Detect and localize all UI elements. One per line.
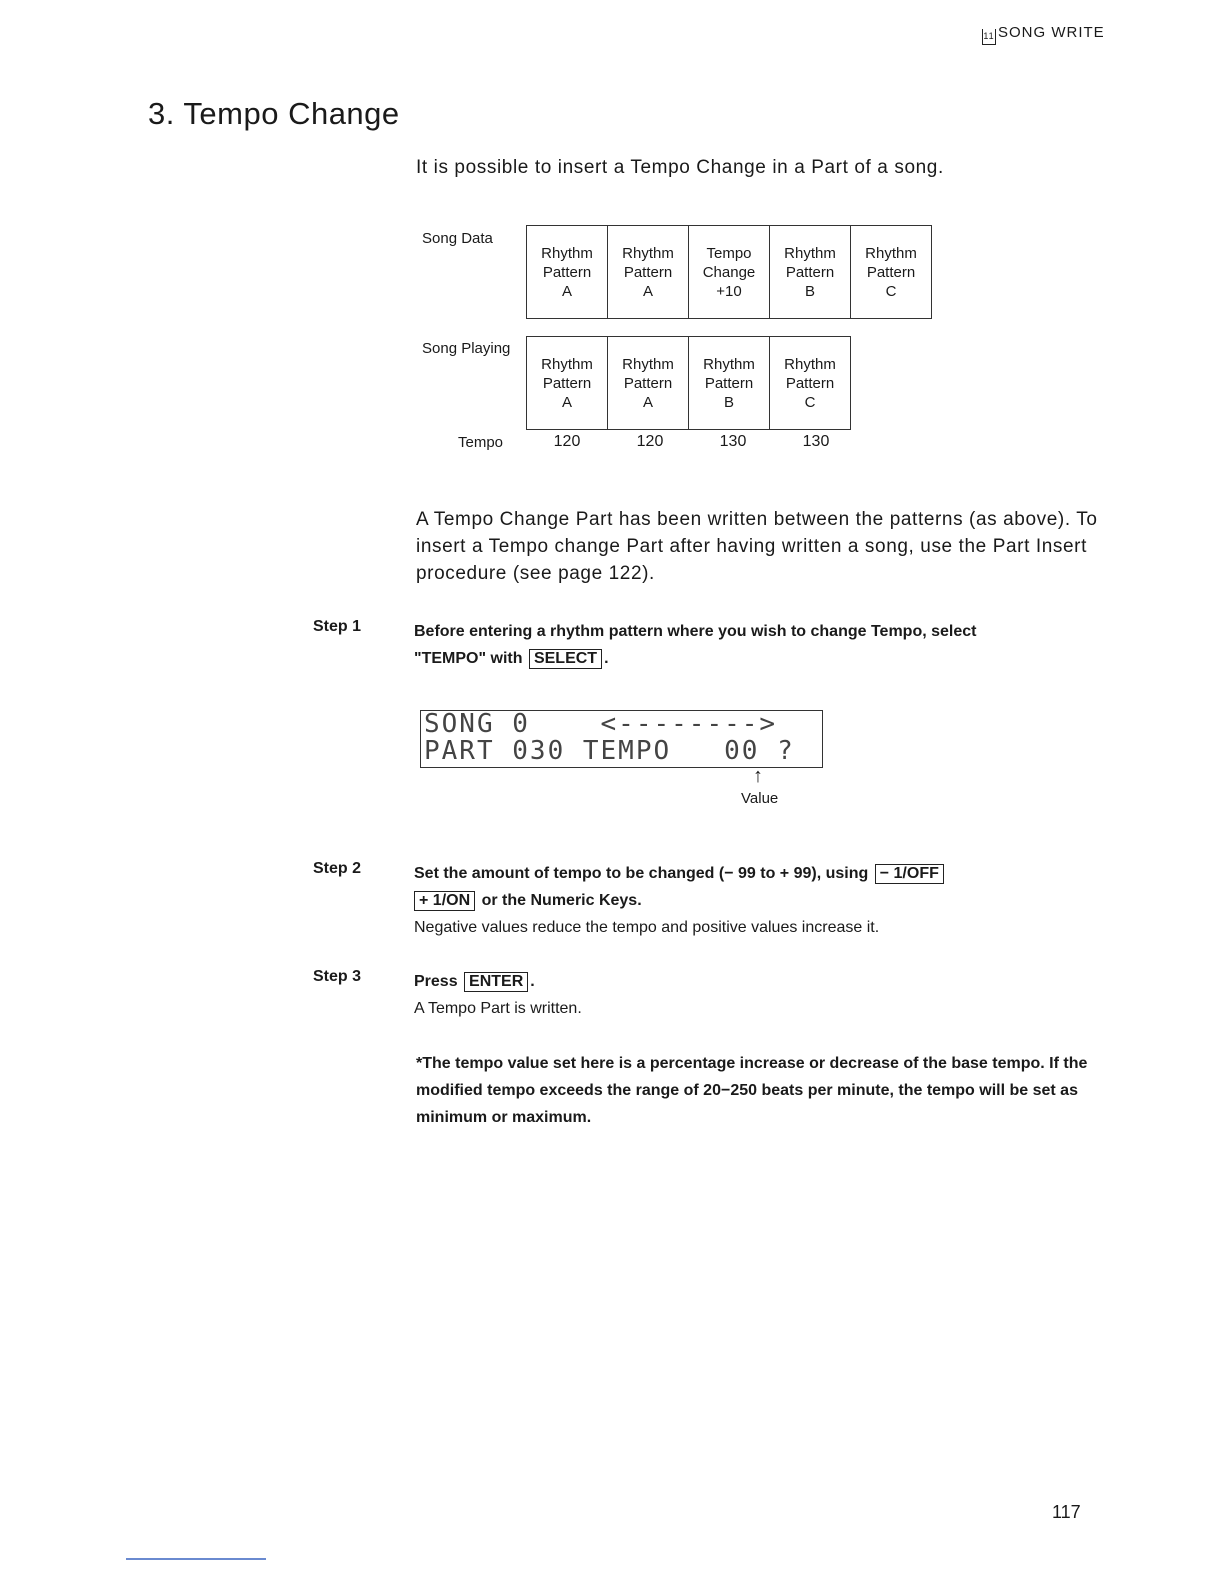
song-playing-cell-line: Pattern <box>542 374 592 392</box>
song-data-row <box>527 226 932 319</box>
song-playing-cell-line: Rhythm <box>703 355 755 373</box>
footnote: *The tempo value set here is a percentage increase or decrease of the base tempo. If the modified tempo exceeds the range of 20−250 beats per minute, the tempo will be set as minimum or maximum. <box>416 1055 1088 1126</box>
tempo-label: Tempo <box>458 434 504 451</box>
plus-one-on-key: + 1/ON <box>414 891 475 911</box>
song-data-cell-line: C <box>885 282 897 300</box>
song-data-cell-line: B <box>804 282 815 300</box>
song-data-cell-line: Rhythm <box>541 244 593 262</box>
select-key: SELECT <box>529 649 602 669</box>
step-1-text-b: "TEMPO" with <box>414 650 523 667</box>
step-2-body <box>414 860 1114 941</box>
step-3-line-1: Press ENTER . <box>414 973 535 990</box>
song-playing-cell-line: Rhythm <box>541 355 593 373</box>
lcd-line-2: PART 030 TEMPO 00 ? <box>424 736 795 766</box>
tempo-value: 120 <box>553 433 581 450</box>
song-playing-cell-line: Rhythm <box>784 355 836 373</box>
minus-one-off-key: − 1/OFF <box>875 864 944 884</box>
song-playing-cell <box>689 337 770 430</box>
lcd-line-1: SONG 0 <--------> <box>424 709 778 739</box>
step-3-text-b: A Tempo Part is written. <box>414 1000 582 1017</box>
song-data-cell <box>608 226 689 319</box>
song-data-cell <box>770 226 851 319</box>
tempo-value: 130 <box>719 433 747 450</box>
song-data-cell-line: +10 <box>716 282 742 300</box>
step-2-line-1 <box>414 860 1114 887</box>
step-2-line-2 <box>414 887 1114 914</box>
step-2-label: Step 2 <box>313 860 362 877</box>
step-1-text-a: Before entering a rhythm pattern where you wish to change Tempo, select <box>414 623 977 640</box>
value-label: Value <box>741 790 779 807</box>
up-arrow-icon: ↑ <box>753 765 763 787</box>
song-playing-cell-line: Pattern <box>623 374 673 392</box>
step-2-text-b: or the Numeric Keys. <box>481 892 642 909</box>
step-3-label: Step 3 <box>313 968 362 985</box>
song-playing-cell-line: Rhythm <box>622 355 674 373</box>
song-playing-cell-line: Pattern <box>785 374 835 392</box>
enter-key: ENTER <box>464 972 528 992</box>
step-1-label: Step 1 <box>313 618 362 635</box>
step-1-text-b-line: "TEMPO" with SELECT . <box>414 650 609 667</box>
song-data-cell-line: Rhythm <box>784 244 836 262</box>
song-playing-cell <box>608 337 689 430</box>
tempo-value: 130 <box>802 433 830 450</box>
step-1-body <box>414 618 1114 672</box>
page-number: 117 <box>1052 1502 1081 1522</box>
song-data-cell-line: Change <box>702 263 756 281</box>
song-data-cell-line: Rhythm <box>865 244 917 262</box>
song-data-cell-line: Pattern <box>623 263 673 281</box>
step-3-text-a: Press <box>414 973 458 990</box>
song-playing-cell-line: A <box>561 393 572 411</box>
section-number-box: 11 <box>982 29 996 45</box>
song-playing-cell-line: A <box>642 393 653 411</box>
section-tag: SONG WRITE <box>998 24 1105 41</box>
song-data-table <box>526 225 932 319</box>
page-title: 3. Tempo Change <box>148 96 400 131</box>
song-data-cell-line: Tempo <box>706 244 752 262</box>
explanation-paragraph: A Tempo Change Part has been written between the patterns (as above). To insert a Tempo change Part after having written a song, use the Part Insert procedure (see page 122). <box>416 509 1098 584</box>
song-playing-label: Song Playing <box>422 340 511 357</box>
lcd-display <box>420 710 823 768</box>
song-playing-table <box>526 336 851 430</box>
song-data-cell-line: Rhythm <box>622 244 674 262</box>
song-playing-row <box>527 337 851 430</box>
song-playing-cell-line: C <box>804 393 816 411</box>
step-2-text-a: Set the amount of tempo to be changed (− 99 to + 99), using <box>414 865 869 882</box>
song-data-cell-line: Pattern <box>542 263 592 281</box>
intro-text: It is possible to insert a Tempo Change in a Part of a song. <box>416 157 944 178</box>
song-data-cell-line: A <box>642 282 653 300</box>
song-data-cell-line: Pattern <box>866 263 916 281</box>
song-playing-cell-line: B <box>723 393 734 411</box>
section-header <box>982 24 1105 45</box>
song-data-cell <box>527 226 608 319</box>
song-playing-cell-line: Pattern <box>704 374 754 392</box>
song-data-label: Song Data <box>422 230 493 247</box>
footer-rule <box>126 1558 266 1560</box>
song-playing-cell <box>527 337 608 430</box>
song-data-cell <box>689 226 770 319</box>
song-data-cell <box>851 226 932 319</box>
song-playing-cell <box>770 337 851 430</box>
step-3-body <box>414 968 1114 1022</box>
song-data-cell-line: Pattern <box>785 263 835 281</box>
tempo-value: 120 <box>636 433 664 450</box>
step-2-text-c: Negative values reduce the tempo and positive values increase it. <box>414 919 880 936</box>
song-data-cell-line: A <box>561 282 572 300</box>
